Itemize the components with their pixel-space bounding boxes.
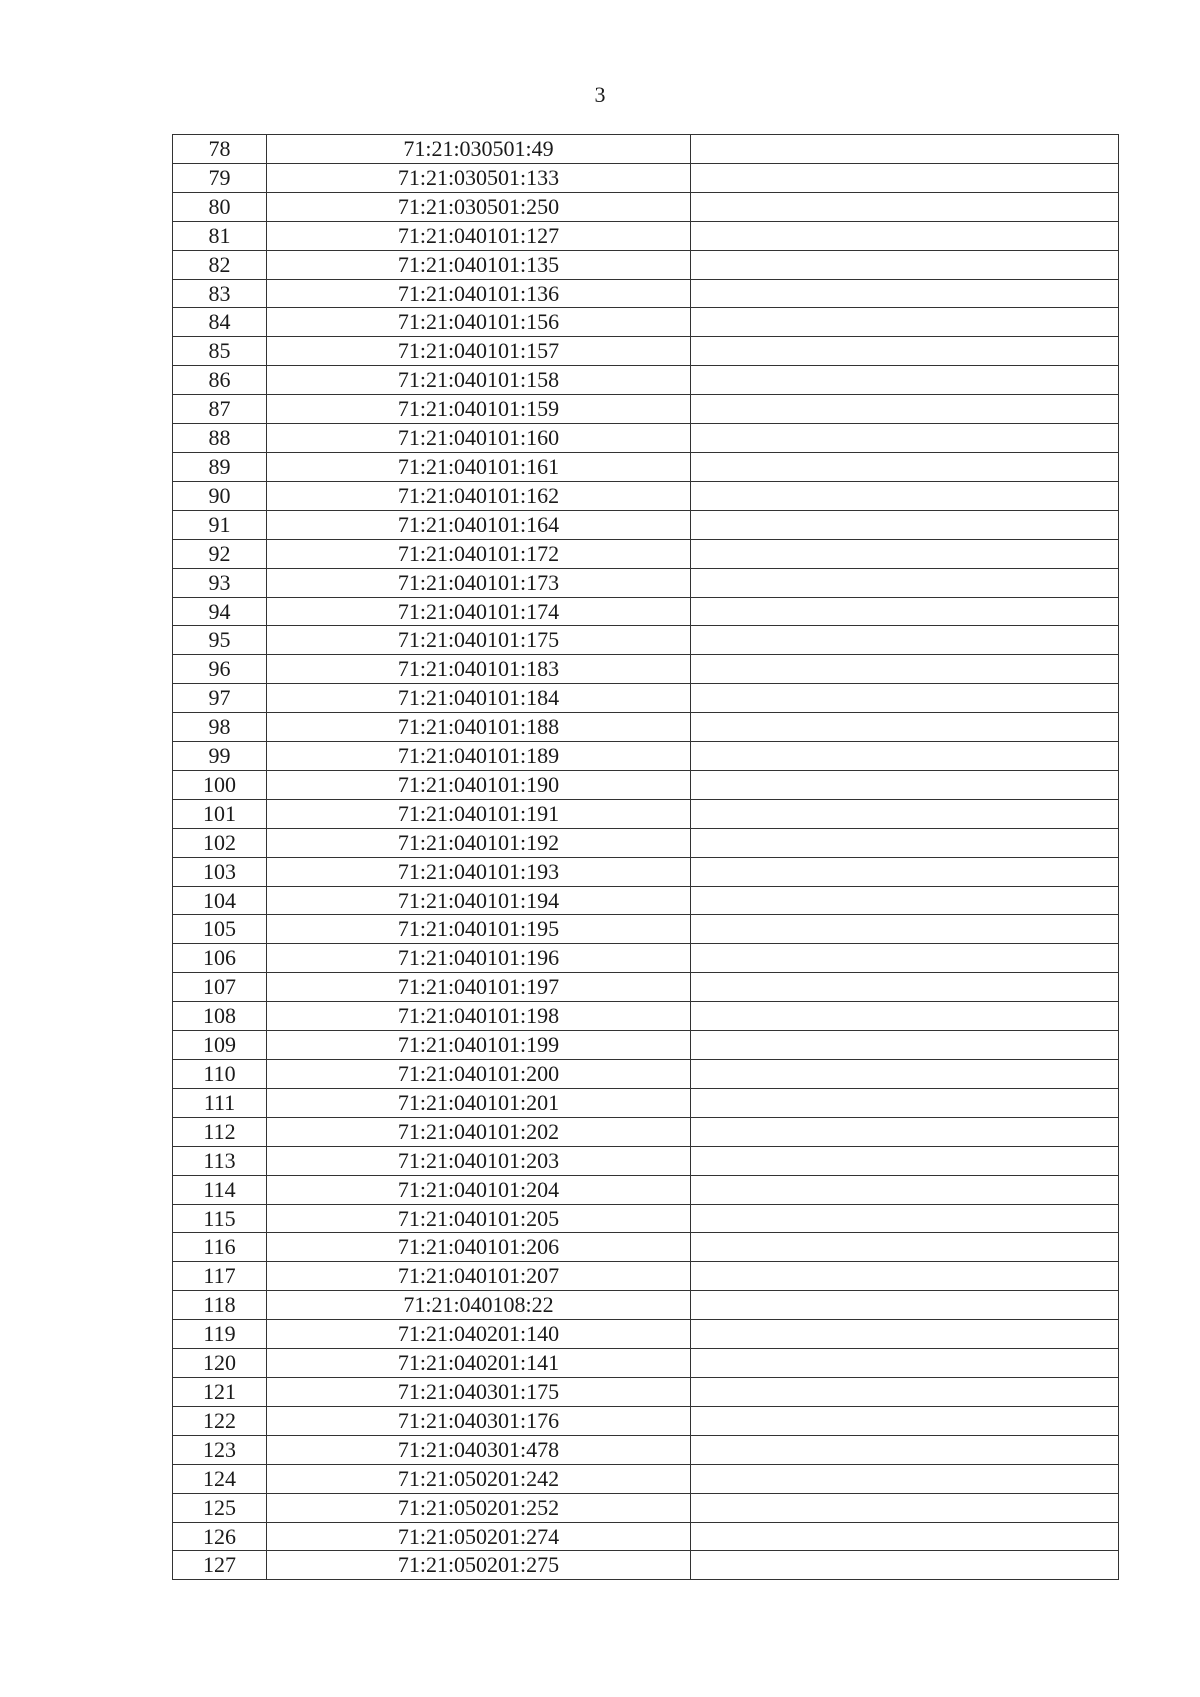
table-row <box>173 424 1119 453</box>
cadastral-number-cell: 71:21:040101:196 <box>267 944 691 973</box>
empty-cell <box>691 1088 1119 1117</box>
cadastral-number-cell: 71:21:040101:156 <box>267 308 691 337</box>
empty-cell <box>691 944 1119 973</box>
empty-cell <box>691 770 1119 799</box>
row-number-cell: 121 <box>173 1377 267 1406</box>
cadastral-number-cell: 71:21:040101:194 <box>267 886 691 915</box>
cadastral-number-cell: 71:21:040101:172 <box>267 539 691 568</box>
row-number-cell: 81 <box>173 221 267 250</box>
table-row <box>173 1262 1119 1291</box>
empty-cell <box>691 1320 1119 1349</box>
cadastral-number-cell: 71:21:040101:174 <box>267 597 691 626</box>
cadastral-number-cell: 71:21:040101:206 <box>267 1233 691 1262</box>
empty-cell <box>691 452 1119 481</box>
cadastral-number-cell: 71:21:040101:157 <box>267 337 691 366</box>
cadastral-number-cell: 71:21:040101:207 <box>267 1262 691 1291</box>
row-number-cell: 127 <box>173 1551 267 1580</box>
table-row <box>173 1435 1119 1464</box>
table-row <box>173 597 1119 626</box>
row-number-cell: 123 <box>173 1435 267 1464</box>
cadastral-number-cell: 71:21:040201:140 <box>267 1320 691 1349</box>
cadastral-number-cell: 71:21:040101:189 <box>267 742 691 771</box>
table-row <box>173 1117 1119 1146</box>
row-number-cell: 109 <box>173 1031 267 1060</box>
cadastral-number-cell: 71:21:040101:190 <box>267 770 691 799</box>
row-number-cell: 92 <box>173 539 267 568</box>
empty-cell <box>691 655 1119 684</box>
table-row <box>173 973 1119 1002</box>
table-body <box>173 135 1119 1580</box>
row-number-cell: 106 <box>173 944 267 973</box>
empty-cell <box>691 915 1119 944</box>
row-number-cell: 94 <box>173 597 267 626</box>
empty-cell <box>691 1031 1119 1060</box>
empty-cell <box>691 1060 1119 1089</box>
row-number-cell: 126 <box>173 1522 267 1551</box>
table-row <box>173 655 1119 684</box>
table-row <box>173 308 1119 337</box>
cadastral-number-cell: 71:21:050201:252 <box>267 1493 691 1522</box>
row-number-cell: 99 <box>173 742 267 771</box>
empty-cell <box>691 1406 1119 1435</box>
empty-cell <box>691 799 1119 828</box>
table-row <box>173 192 1119 221</box>
table-row <box>173 1493 1119 1522</box>
row-number-cell: 104 <box>173 886 267 915</box>
row-number-cell: 80 <box>173 192 267 221</box>
empty-cell <box>691 1377 1119 1406</box>
row-number-cell: 111 <box>173 1088 267 1117</box>
cadastral-number-cell: 71:21:040101:188 <box>267 713 691 742</box>
cadastral-number-cell: 71:21:040101:205 <box>267 1204 691 1233</box>
table-row <box>173 1291 1119 1320</box>
row-number-cell: 125 <box>173 1493 267 1522</box>
row-number-cell: 108 <box>173 1002 267 1031</box>
cadastral-number-cell: 71:21:040101:173 <box>267 568 691 597</box>
empty-cell <box>691 1175 1119 1204</box>
row-number-cell: 79 <box>173 163 267 192</box>
empty-cell <box>691 1493 1119 1522</box>
cadastral-number-cell: 71:21:040201:141 <box>267 1349 691 1378</box>
cadastral-number-cell: 71:21:040108:22 <box>267 1291 691 1320</box>
cadastral-number-cell: 71:21:040101:183 <box>267 655 691 684</box>
table-row <box>173 1551 1119 1580</box>
row-number-cell: 114 <box>173 1175 267 1204</box>
row-number-cell: 84 <box>173 308 267 337</box>
cadastral-number-cell: 71:21:040101:161 <box>267 452 691 481</box>
row-number-cell: 117 <box>173 1262 267 1291</box>
empty-cell <box>691 192 1119 221</box>
empty-cell <box>691 1117 1119 1146</box>
row-number-cell: 86 <box>173 366 267 395</box>
cadastral-number-cell: 71:21:040101:201 <box>267 1088 691 1117</box>
cadastral-number-cell: 71:21:050201:274 <box>267 1522 691 1551</box>
empty-cell <box>691 481 1119 510</box>
empty-cell <box>691 395 1119 424</box>
empty-cell <box>691 337 1119 366</box>
row-number-cell: 105 <box>173 915 267 944</box>
table-row <box>173 1060 1119 1089</box>
empty-cell <box>691 1262 1119 1291</box>
cadastral-number-cell: 71:21:040301:176 <box>267 1406 691 1435</box>
row-number-cell: 101 <box>173 799 267 828</box>
table-row <box>173 250 1119 279</box>
table-row <box>173 1204 1119 1233</box>
table-row <box>173 915 1119 944</box>
table-row <box>173 770 1119 799</box>
row-number-cell: 116 <box>173 1233 267 1262</box>
cadastral-number-cell: 71:21:030501:250 <box>267 192 691 221</box>
cadastral-number-cell: 71:21:040301:175 <box>267 1377 691 1406</box>
cadastral-number-cell: 71:21:040101:204 <box>267 1175 691 1204</box>
row-number-cell: 95 <box>173 626 267 655</box>
row-number-cell: 107 <box>173 973 267 1002</box>
cadastral-number-cell: 71:21:040101:191 <box>267 799 691 828</box>
table-row <box>173 221 1119 250</box>
cadastral-number-cell: 71:21:040101:192 <box>267 828 691 857</box>
row-number-cell: 93 <box>173 568 267 597</box>
cadastral-number-cell: 71:21:040101:164 <box>267 510 691 539</box>
row-number-cell: 115 <box>173 1204 267 1233</box>
row-number-cell: 89 <box>173 452 267 481</box>
cadastral-number-cell: 71:21:040101:175 <box>267 626 691 655</box>
empty-cell <box>691 886 1119 915</box>
table-row <box>173 1406 1119 1435</box>
empty-cell <box>691 424 1119 453</box>
cadastral-number-cell: 71:21:040101:195 <box>267 915 691 944</box>
table-row <box>173 568 1119 597</box>
table-row <box>173 1175 1119 1204</box>
table-row <box>173 828 1119 857</box>
table-row <box>173 944 1119 973</box>
row-number-cell: 78 <box>173 135 267 164</box>
row-number-cell: 118 <box>173 1291 267 1320</box>
empty-cell <box>691 1233 1119 1262</box>
table-row <box>173 1146 1119 1175</box>
table-row <box>173 1031 1119 1060</box>
cadastral-number-cell: 71:21:050201:275 <box>267 1551 691 1580</box>
cadastral-table <box>172 134 1119 1580</box>
row-number-cell: 90 <box>173 481 267 510</box>
cadastral-number-cell: 71:21:040101:160 <box>267 424 691 453</box>
cadastral-number-cell: 71:21:040101:162 <box>267 481 691 510</box>
table-row <box>173 1320 1119 1349</box>
table-row <box>173 481 1119 510</box>
table-row <box>173 1088 1119 1117</box>
row-number-cell: 110 <box>173 1060 267 1089</box>
row-number-cell: 120 <box>173 1349 267 1378</box>
table-row <box>173 337 1119 366</box>
table-row <box>173 1002 1119 1031</box>
empty-cell <box>691 163 1119 192</box>
empty-cell <box>691 626 1119 655</box>
cadastral-number-cell: 71:21:040101:136 <box>267 279 691 308</box>
row-number-cell: 103 <box>173 857 267 886</box>
table-row <box>173 1377 1119 1406</box>
table-row <box>173 539 1119 568</box>
cadastral-number-cell: 71:21:040101:202 <box>267 1117 691 1146</box>
table-row <box>173 857 1119 886</box>
empty-cell <box>691 684 1119 713</box>
row-number-cell: 83 <box>173 279 267 308</box>
empty-cell <box>691 742 1119 771</box>
row-number-cell: 124 <box>173 1464 267 1493</box>
row-number-cell: 97 <box>173 684 267 713</box>
table-row <box>173 163 1119 192</box>
row-number-cell: 91 <box>173 510 267 539</box>
table-row <box>173 1464 1119 1493</box>
cadastral-number-cell: 71:21:040101:203 <box>267 1146 691 1175</box>
empty-cell <box>691 510 1119 539</box>
empty-cell <box>691 221 1119 250</box>
empty-cell <box>691 597 1119 626</box>
row-number-cell: 100 <box>173 770 267 799</box>
row-number-cell: 96 <box>173 655 267 684</box>
empty-cell <box>691 250 1119 279</box>
table-row <box>173 742 1119 771</box>
row-number-cell: 85 <box>173 337 267 366</box>
cadastral-number-cell: 71:21:030501:49 <box>267 135 691 164</box>
row-number-cell: 102 <box>173 828 267 857</box>
table-row <box>173 684 1119 713</box>
empty-cell <box>691 539 1119 568</box>
cadastral-number-cell: 71:21:040101:200 <box>267 1060 691 1089</box>
cadastral-number-cell: 71:21:030501:133 <box>267 163 691 192</box>
table-row <box>173 799 1119 828</box>
cadastral-number-cell: 71:21:040101:135 <box>267 250 691 279</box>
empty-cell <box>691 279 1119 308</box>
table-row <box>173 395 1119 424</box>
empty-cell <box>691 366 1119 395</box>
table-row <box>173 1349 1119 1378</box>
table-row <box>173 366 1119 395</box>
row-number-cell: 98 <box>173 713 267 742</box>
cadastral-number-cell: 71:21:040101:198 <box>267 1002 691 1031</box>
cadastral-number-cell: 71:21:040101:158 <box>267 366 691 395</box>
cadastral-number-cell: 71:21:040101:184 <box>267 684 691 713</box>
cadastral-number-cell: 71:21:050201:242 <box>267 1464 691 1493</box>
page-number: 3 <box>594 82 606 107</box>
row-number-cell: 112 <box>173 1117 267 1146</box>
empty-cell <box>691 1551 1119 1580</box>
row-number-cell: 82 <box>173 250 267 279</box>
table-row <box>173 1233 1119 1262</box>
empty-cell <box>691 1146 1119 1175</box>
empty-cell <box>691 1291 1119 1320</box>
row-number-cell: 119 <box>173 1320 267 1349</box>
row-number-cell: 113 <box>173 1146 267 1175</box>
empty-cell <box>691 308 1119 337</box>
table-row <box>173 626 1119 655</box>
table-row <box>173 886 1119 915</box>
row-number-cell: 88 <box>173 424 267 453</box>
empty-cell <box>691 828 1119 857</box>
empty-cell <box>691 568 1119 597</box>
row-number-cell: 87 <box>173 395 267 424</box>
cadastral-number-cell: 71:21:040101:159 <box>267 395 691 424</box>
cadastral-number-cell: 71:21:040101:127 <box>267 221 691 250</box>
cadastral-number-cell: 71:21:040101:199 <box>267 1031 691 1060</box>
empty-cell <box>691 1349 1119 1378</box>
table-row <box>173 1522 1119 1551</box>
empty-cell <box>691 1464 1119 1493</box>
empty-cell <box>691 857 1119 886</box>
empty-cell <box>691 1435 1119 1464</box>
table-row <box>173 452 1119 481</box>
cadastral-number-cell: 71:21:040101:197 <box>267 973 691 1002</box>
table-row <box>173 510 1119 539</box>
table-row <box>173 279 1119 308</box>
empty-cell <box>691 713 1119 742</box>
empty-cell <box>691 135 1119 164</box>
table-row <box>173 713 1119 742</box>
empty-cell <box>691 973 1119 1002</box>
empty-cell <box>691 1002 1119 1031</box>
empty-cell <box>691 1204 1119 1233</box>
cadastral-number-cell: 71:21:040301:478 <box>267 1435 691 1464</box>
cadastral-number-cell: 71:21:040101:193 <box>267 857 691 886</box>
row-number-cell: 122 <box>173 1406 267 1435</box>
empty-cell <box>691 1522 1119 1551</box>
table-row <box>173 135 1119 164</box>
